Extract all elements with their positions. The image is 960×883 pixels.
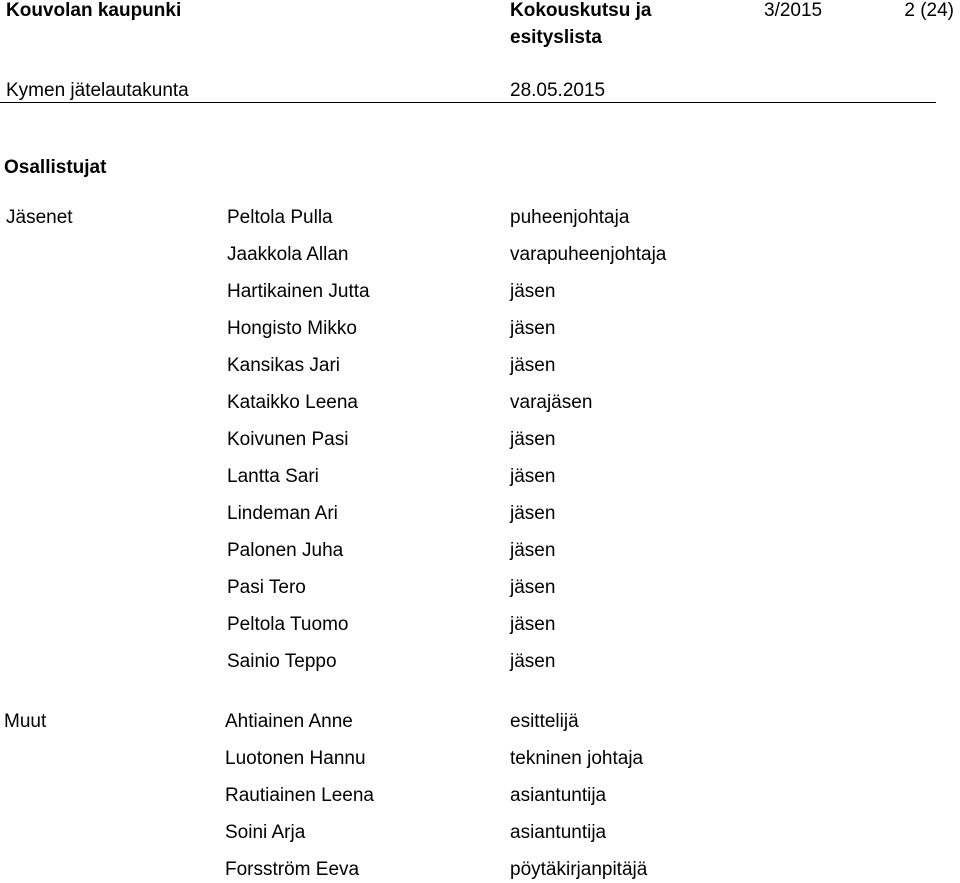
member-role: puheenjohtaja — [510, 207, 630, 228]
meeting-number: 3/2015 — [764, 0, 823, 21]
other-role: asiantuntija — [510, 785, 607, 806]
other-row — [0, 711, 960, 735]
member-name: Kataikko Leena — [227, 392, 358, 413]
member-name: Peltola Tuomo — [227, 614, 349, 635]
page-info: 2 (24) — [904, 0, 954, 21]
section-title: Osallistujat — [4, 157, 107, 178]
other-name: Rautiainen Leena — [225, 785, 374, 806]
member-name: Sainio Teppo — [227, 651, 337, 672]
organization-name: Kouvolan kaupunki — [6, 0, 182, 21]
member-role: jäsen — [510, 429, 556, 450]
member-name: Hartikainen Jutta — [227, 281, 370, 302]
other-name: Forsström Eeva — [225, 859, 360, 880]
member-role: jäsen — [510, 540, 556, 561]
member-name: Peltola Pulla — [227, 207, 333, 228]
other-row — [0, 748, 960, 772]
member-row — [0, 577, 960, 601]
other-role: pöytäkirjanpitäjä — [510, 859, 648, 880]
other-name: Ahtiainen Anne — [225, 711, 353, 732]
member-row — [0, 355, 960, 379]
other-row — [0, 785, 960, 809]
member-role: varapuheenjohtaja — [510, 244, 667, 265]
member-row — [0, 540, 960, 564]
member-name: Lindeman Ari — [227, 503, 338, 524]
member-row — [0, 207, 960, 231]
other-row — [0, 859, 960, 883]
member-name: Palonen Juha — [227, 540, 344, 561]
member-row — [0, 318, 960, 342]
document-type-line1: Kokouskutsu ja — [510, 0, 652, 21]
other-role: esittelijä — [510, 711, 579, 732]
members-group-label: Jäsenet — [6, 207, 73, 228]
member-role: jäsen — [510, 577, 556, 598]
member-role: jäsen — [510, 281, 556, 302]
member-name: Koivunen Pasi — [227, 429, 349, 450]
others-group-label: Muut — [4, 711, 47, 732]
other-name: Soini Arja — [225, 822, 306, 843]
member-role: jäsen — [510, 466, 556, 487]
member-name: Jaakkola Allan — [227, 244, 349, 265]
member-name: Pasi Tero — [227, 577, 306, 598]
member-name: Kansikas Jari — [227, 355, 340, 376]
document-type-line2: esityslista — [510, 27, 602, 48]
member-row — [0, 281, 960, 305]
member-row — [0, 503, 960, 527]
member-row — [0, 429, 960, 453]
member-row — [0, 651, 960, 675]
member-row — [0, 244, 960, 268]
member-name: Hongisto Mikko — [227, 318, 357, 339]
committee-name: Kymen jätelautakunta — [6, 80, 189, 101]
member-row — [0, 392, 960, 416]
member-role: jäsen — [510, 503, 556, 524]
other-name: Luotonen Hannu — [225, 748, 366, 769]
other-row — [0, 822, 960, 846]
member-role: varajäsen — [510, 392, 593, 413]
meeting-date: 28.05.2015 — [510, 80, 606, 101]
member-role: jäsen — [510, 318, 556, 339]
member-name: Lantta Sari — [227, 466, 319, 487]
member-row — [0, 466, 960, 490]
member-role: jäsen — [510, 355, 556, 376]
other-role: asiantuntija — [510, 822, 607, 843]
header-divider — [0, 102, 936, 103]
member-role: jäsen — [510, 651, 556, 672]
member-row — [0, 614, 960, 638]
member-role: jäsen — [510, 614, 556, 635]
other-role: tekninen johtaja — [510, 748, 644, 769]
